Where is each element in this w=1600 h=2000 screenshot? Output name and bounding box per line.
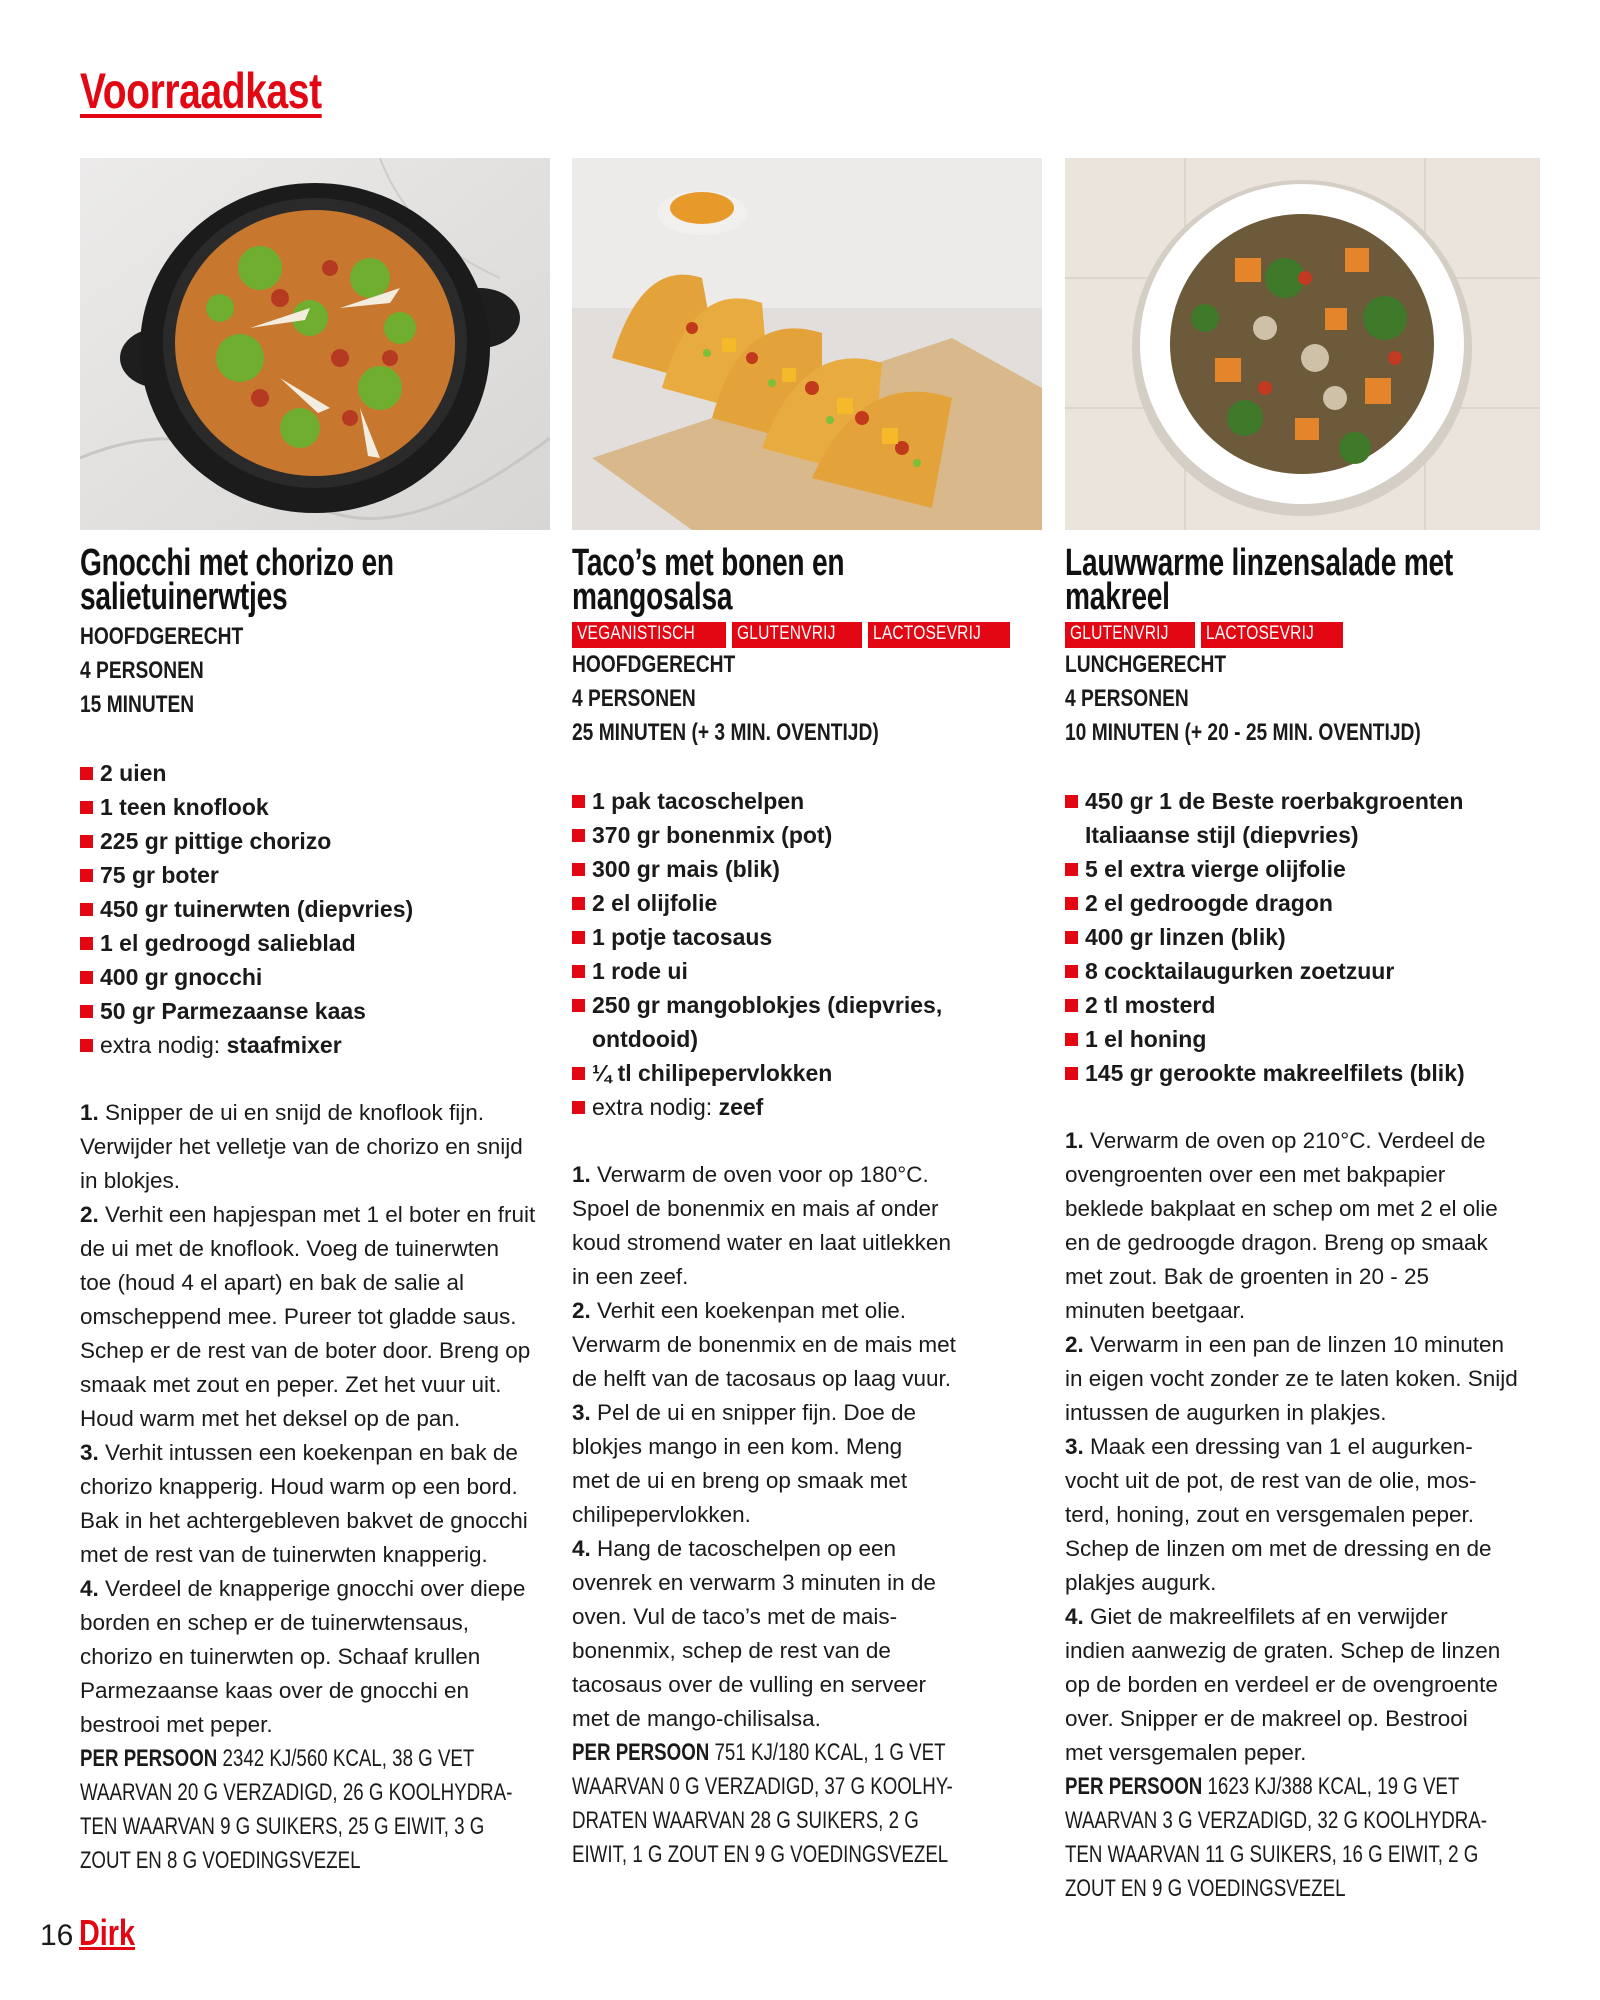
- ingredient-item: 2 el gedroogde dragon: [1065, 886, 1540, 920]
- step: 1. Snipper de ui en snijd de knoflook fijn. Verwijder het velletje van de chorizo en snijd in blokjes.: [80, 1100, 523, 1193]
- bullet-icon: [1065, 931, 1078, 944]
- ingredient-item: 75 gr boter: [80, 858, 550, 892]
- diet-tags: [572, 622, 1042, 648]
- ingredient-item: 400 gr gnocchi: [80, 960, 550, 994]
- bullet-icon: [1065, 1067, 1078, 1080]
- bullet-icon: [1065, 863, 1078, 876]
- ingredient-item: 250 gr mangoblokjes (diepvries, ontdooid): [572, 988, 1042, 1056]
- ingredient-item: 50 gr Parmezaanse kaas: [80, 994, 550, 1028]
- bullet-icon: [572, 795, 585, 808]
- linzensalade-photo: [1065, 158, 1540, 530]
- bullet-icon: [1065, 1033, 1078, 1046]
- bullet-icon: [1065, 999, 1078, 1012]
- recipe-meta: [80, 620, 550, 722]
- recipe-linzensalade: [1065, 158, 1540, 1906]
- recipe-title: Gnocchi met chorizo en salietuinerwtjes: [80, 542, 394, 618]
- tacos-photo: [572, 158, 1042, 530]
- ingredient-item: 400 gr linzen (blik): [1065, 920, 1540, 954]
- step: 2. Verhit een hapjespan met 1 el boter en fruit de ui met de knoflook. Voeg de tuinerwten toe (houd 4 el apart) en bak de salie al omscheppend mee. Pureer tot gladde saus. Schep er de rest van de boter door. Breng op smaak met zout en peper. Zet het vuur uit. Houd warm met het deksel op de pan.: [80, 1202, 536, 1431]
- brand-logo: Dirk: [79, 1912, 136, 1953]
- bullet-icon: [572, 999, 585, 1012]
- ingredient-item: 2 uien: [80, 756, 550, 790]
- bullet-icon: [1065, 795, 1078, 808]
- page-footer: [40, 1912, 149, 1954]
- ingredient-item: 450 gr tuinerwten (diepvries): [80, 892, 550, 926]
- ingredient-item: 1 pak tacoschelpen: [572, 784, 1042, 818]
- section-title: Voorraadkast: [80, 63, 322, 119]
- bullet-icon: [572, 829, 585, 842]
- bullet-icon: [80, 937, 93, 950]
- bullet-icon: [572, 931, 585, 944]
- ingredient-item: 2 el olijfolie: [572, 886, 1042, 920]
- extra-needed: extra nodig: staafmixer: [80, 1028, 550, 1062]
- bullet-icon: [80, 903, 93, 916]
- ingredient-item: 1 teen knoflook: [80, 790, 550, 824]
- bullet-icon: [572, 897, 585, 910]
- instructions: [80, 1096, 550, 1742]
- prep-time: 10 MINUTEN (+ 20 - 25 MIN. OVENTIJD): [1065, 719, 1421, 746]
- ingredient-item: 1 el honing: [1065, 1022, 1540, 1056]
- step: 3. Maak een dressing van 1 el augurken- vocht uit de pot, de rest van de olie, mos- terd, honing, zout en versgemalen peper. Schep de linzen om met de dressing en de plakjes augurk.: [1065, 1434, 1492, 1595]
- step: 1. Verwarm de oven voor op 180°C. Spoel de bonenmix en mais af onder koud stromend water en laat uitlekken in een zeef.: [572, 1162, 951, 1289]
- step: 2. Verhit een koekenpan met olie. Verwarm de bonenmix en de mais met de helft van de tacosaus op laag vuur.: [572, 1298, 956, 1391]
- recipe-title: Taco’s met bonen en mangosalsa: [572, 542, 845, 618]
- bullet-icon: [572, 965, 585, 978]
- prep-time: 25 MINUTEN (+ 3 MIN. OVENTIJD): [572, 719, 879, 746]
- instructions: [1065, 1124, 1540, 1770]
- bullet-icon: [572, 1067, 585, 1080]
- bullet-icon: [572, 863, 585, 876]
- step: 4. Hang de tacoschelpen op een ovenrek en verwarm 3 minuten in de oven. Vul de taco’s met de mais- bonenmix, schep de rest van de tacosaus over de vulling en serveer met de mango-chilisalsa.: [572, 1536, 936, 1731]
- servings: 4 PERSONEN: [572, 685, 696, 712]
- ingredient-item: 225 gr pittige chorizo: [80, 824, 550, 858]
- tag-veganistisch: VEGANISTISCH: [572, 622, 726, 648]
- ingredient-item: 1 potje tacosaus: [572, 920, 1042, 954]
- course: HOOFDGERECHT: [572, 651, 736, 678]
- instructions: [572, 1158, 1042, 1736]
- servings: 4 PERSONEN: [1065, 685, 1189, 712]
- step: 3. Verhit intussen een koekenpan en bak de chorizo knapperig. Houd warm op een bord. Bak in het achtergebleven bakvet de gnocchi met de rest van de tuinerwten knapperig.: [80, 1440, 528, 1567]
- course: HOOFDGERECHT: [80, 623, 244, 650]
- step: 1. Verwarm de oven op 210°C. Verdeel de ovengroenten over een met bakpapier beklede bakplaat en schep om met 2 el olie en de gedroogde dragon. Breng op smaak met zout. Bak de groenten in 20 - 25 minuten beetgaar.: [1065, 1128, 1498, 1323]
- gnocchi-photo: [80, 158, 550, 530]
- nutrition: PER PERSOON 2342 KJ/560 KCAL, 38 G VET WAARVAN 20 G VERZADIGD, 26 G KOOLHYDRA- TEN WAARVAN 9 G SUIKERS, 25 G EIWIT, 3 G ZOUT EN 8 G VOEDINGSVEZEL: [80, 1745, 513, 1874]
- step: 4. Giet de makreelfilets af en verwijder indien aanwezig de graten. Schep de linzen op de borden en verdeel er de ovengroente over. Snipper er de makreel op. Bestrooi met versgemalen peper.: [1065, 1604, 1501, 1765]
- bullet-icon: [572, 1101, 585, 1114]
- recipe-meta: [1065, 648, 1540, 750]
- ingredient-item: 145 gr gerookte makreelfilets (blik): [1065, 1056, 1540, 1090]
- tag-lactosevrij: LACTOSEVRIJ: [1201, 622, 1343, 648]
- servings: 4 PERSONEN: [80, 657, 204, 684]
- recipe-title: Lauwwarme linzensalade met makreel: [1065, 542, 1454, 618]
- ingredient-item: 370 gr bonenmix (pot): [572, 818, 1042, 852]
- tag-glutenvrij: GLUTENVRIJ: [1065, 622, 1195, 648]
- extra-needed: extra nodig: zeef: [572, 1090, 1042, 1124]
- ingredient-item: 300 gr mais (blik): [572, 852, 1042, 886]
- bullet-icon: [1065, 965, 1078, 978]
- diet-tags: [1065, 622, 1540, 648]
- recipe-gnocchi: [80, 158, 550, 1878]
- tag-lactosevrij: LACTOSEVRIJ: [868, 622, 1010, 648]
- bullet-icon: [80, 869, 93, 882]
- step: 2. Verwarm in een pan de linzen 10 minuten in eigen vocht zonder ze te laten koken. Snijd intussen de augurken in plakjes.: [1065, 1332, 1518, 1425]
- prep-time: 15 MINUTEN: [80, 691, 195, 718]
- step: 4. Verdeel de knapperige gnocchi over diepe borden en schep er de tuinerwtensaus, chorizo en tuinerwten op. Schaaf krullen Parmezaanse kaas over de gnocchi en bestrooi met peper.: [80, 1576, 526, 1737]
- ingredient-item: ¼ tl chilipepervlokken: [572, 1056, 1042, 1090]
- ingredient-item: 450 gr 1 de Beste roerbakgroenten Italiaanse stijl (diepvries): [1065, 784, 1540, 852]
- ingredient-item: 5 el extra vierge olijfolie: [1065, 852, 1540, 886]
- nutrition: PER PERSOON 1623 KJ/388 KCAL, 19 G VET WAARVAN 3 G VERZADIGD, 32 G KOOLHYDRA- TEN WAARVAN 11 G SUIKERS, 16 G EIWIT, 2 G ZOUT EN 9 G VOEDINGSVEZEL: [1065, 1773, 1487, 1902]
- ingredient-list: [572, 784, 1042, 1124]
- ingredient-item: 1 rode ui: [572, 954, 1042, 988]
- bullet-icon: [1065, 897, 1078, 910]
- recipe-meta: [572, 648, 1042, 750]
- ingredient-item: 1 el gedroogd salieblad: [80, 926, 550, 960]
- ingredient-item: 8 cocktailaugurken zoetzuur: [1065, 954, 1540, 988]
- tag-glutenvrij: GLUTENVRIJ: [732, 622, 862, 648]
- bullet-icon: [80, 971, 93, 984]
- bullet-icon: [80, 835, 93, 848]
- course: LUNCHGERECHT: [1065, 651, 1227, 678]
- bullet-icon: [80, 1005, 93, 1018]
- ingredient-item: 2 tl mosterd: [1065, 988, 1540, 1022]
- bullet-icon: [80, 801, 93, 814]
- ingredient-list: [1065, 784, 1540, 1090]
- step: 3. Pel de ui en snipper fijn. Doe de blokjes mango in een kom. Meng met de ui en breng op smaak met chilipepervlokken.: [572, 1400, 916, 1527]
- bullet-icon: [80, 767, 93, 780]
- page-number: 16: [40, 1919, 74, 1952]
- recipe-tacos: [572, 158, 1042, 1872]
- ingredient-list: [80, 756, 550, 1062]
- nutrition: PER PERSOON 751 KJ/180 KCAL, 1 G VET WAARVAN 0 G VERZADIGD, 37 G KOOLHY- DRATEN WAARVAN 28 G SUIKERS, 2 G EIWIT, 1 G ZOUT EN 9 G VOEDINGSVEZEL: [572, 1739, 953, 1868]
- bullet-icon: [80, 1039, 93, 1052]
